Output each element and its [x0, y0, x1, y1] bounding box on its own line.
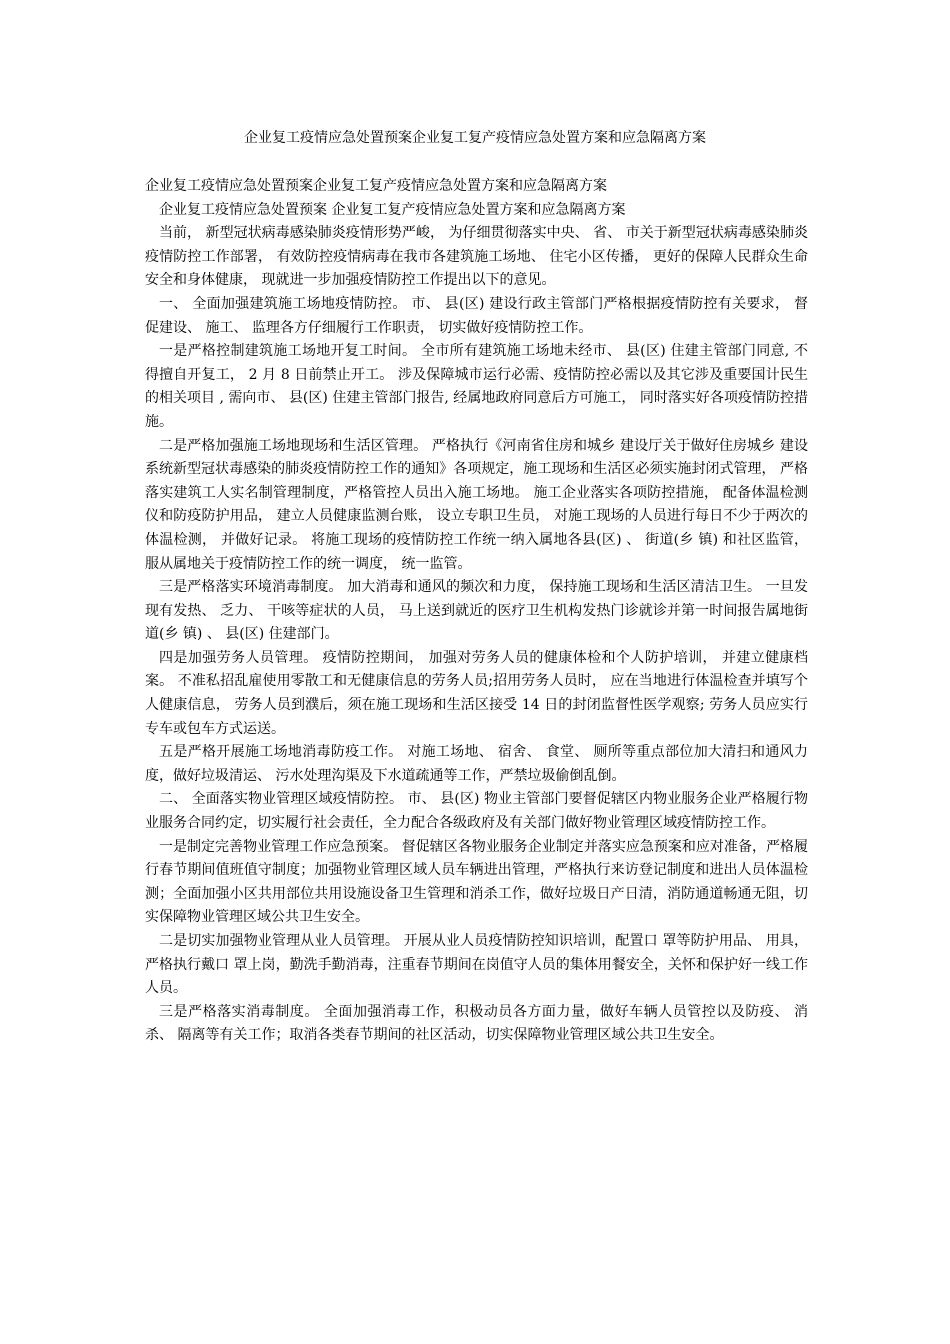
paragraph-section-1: 一、 全面加强建筑施工场地疫情防控。 市、 县(区) 建设行政主管部门严格根据疫情防控有关要求， 督促建设、 施工、 监理各方仔细履行工作职责， 切实做好疫情防控工作。 — [145, 295, 808, 336]
paragraph-item-1-5: 五是严格开展施工场地消毒防疫工作。 对施工场地、 宿舍、 食堂、 厕所等重点部位加大清扫和通风力度，做好垃圾清运、 污水处理沟渠及下水道疏通等工作，严禁垃圾偷倒乱倒。 — [145, 744, 808, 784]
paragraph-heading: 企业复工疫情应急处置预案企业复工复产疫情应急处置方案和应急隔离方案 — [145, 178, 607, 194]
paragraph-item-2-3: 三是严格落实消毒制度。 全面加强消毒工作，积极动员各方面力量，做好车辆人员管控以及防疫、 消杀、 隔离等有关工作；取消各类春节期间的社区活动，切实保障物业管理区域公共卫生安全。 — [145, 1003, 808, 1044]
paragraph-item-1-2: 二是严格加强施工场地现场和生活区管理。 严格执行《河南省住房和城乡 建设厅关于做好住房城乡 建设系统新型冠状毒感染的肺炎疫情防控工作的通知》各项规定，施工现场和生活区必须实施封闭式管理， 严格落实建筑工人实名制管理制度，严格管控人员出入施工场地。 施工企业落实各项防控措施， 配备体温检测仪和防疫防护用品， 建立人员健康监测台账， 设立专职卫生员， 对施工现场的人员进行每日不少于两次的体温检测， 并做好记录。 将施工现场的疫情防控工作统一纳入属地各县(区) 、 街道(乡 镇) 和社区监管， 服从属地关于疫情防控工作的统一调度， 统一监管。 — [145, 437, 808, 572]
paragraph-item-2-1: 一是制定完善物业管理工作应急预案。 督促辖区各物业服务企业制定并落实应急预案和应对准备，严格履行春节期间值班值守制度；加强物业管理区域人员车辆进出管理，严格执行来访登记制度和进出人员体温检测；全面加强小区共用部位共用设施设备卫生管理和消杀工作，做好垃圾日产日清，消防通道畅通无阻，切实保障物业管理区域公共卫生安全。 — [145, 838, 808, 926]
paragraph-item-1-3: 三是严格落实环境消毒制度。 加大消毒和通风的频次和力度， 保持施工现场和生活区清洁卫生。 一旦发现有发热、 乏力、 干咳等症状的人员， 马上送到就近的医疗卫生机构发热门诊就诊并第一时间报告属地街道(乡 镇) 、 县(区) 住建部门。 — [145, 579, 808, 643]
document-title: 企业复工疫情应急处置预案企业复工复产疫情应急处置方案和应急隔离方案 — [244, 130, 706, 146]
paragraph-item-1-1: 一是严格控制建筑施工场地开复工时间。 全市所有建筑施工场地未经市、 县(区) 住建主管部门同意, 不得擅自开复工， 2 月 8 日前禁止开工。 涉及保障城市运行必需、疫情防控必需以及其它涉及重要国计民生的相关项目 , 需向市、 县(区) 住建主管部门报告, 经属地政府同意后方可施工， 同时落实好各项疫情防控措施。 — [145, 343, 808, 430]
paragraph-subheading: 企业复工疫情应急处置预案 企业复工复产疫情应急处置方案和应急隔离方案 — [159, 201, 626, 218]
paragraph-section-2: 二、 全面落实物业管理区域疫情防控。 市、 县(区) 物业主管部门要督促辖区内物业服务企业严格履行物业服务合同约定，切实履行社会责任，全力配合各级政府及有关部门做好物业管理区域疫情防控工作。 — [145, 791, 808, 832]
paragraph-item-1-4: 四是加强劳务人员管理。 疫情防控期间， 加强对劳务人员的健康体检和个人防护培训， 并建立健康档案。 不准私招乱雇使用零散工和无健康信息的劳务人员;招用劳务人员时， 应在当地进行体温检查并填写个人健康信息， 劳务人员到濮后，须在施工现场和生活区接受 14 日的封闭监督性医学观察; 劳务人员应实行专车或包车方式运送。 — [145, 649, 808, 737]
paragraph-intro: 当前， 新型冠状病毒感染肺炎疫情形势严峻， 为仔细贯彻落实中央、 省、 市关于新型冠状病毒感染肺炎疫情防控工作部署， 有效防控疫情病毒在我市各建筑施工场地、 住宅小区传播， 更好的保障人民群众生命安全和身体健康， 现就进一步加强疫情防控工作提出以下的意见。 — [145, 225, 808, 289]
paragraph-item-2-2: 二是切实加强物业管理从业人员管理。 开展从业人员疫情防控知识培训，配置口 罩等防护用品、 用具，严格执行戴口 罩上岗，勤洗手勤消毒，注重春节期间在岗值守人员的集体用餐安全，关怀和保护好一线工作人员。 — [145, 933, 808, 997]
document-body — [145, 175, 808, 1048]
